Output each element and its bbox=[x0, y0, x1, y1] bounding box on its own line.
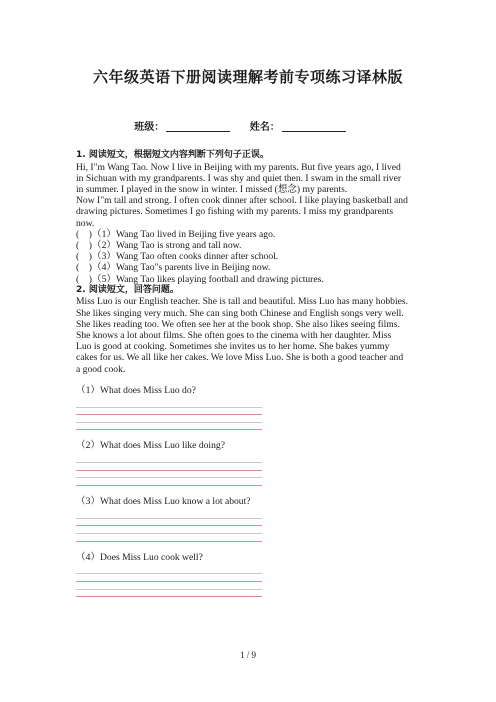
answer-line[interactable] bbox=[76, 400, 262, 408]
question-block bbox=[76, 385, 426, 431]
name-blank[interactable] bbox=[282, 121, 346, 132]
question-block bbox=[76, 496, 426, 542]
question-label: （1）What does Miss Luo do? bbox=[76, 384, 196, 396]
passage-line: Miss Luo is our English teacher. She is tall and beautiful. Miss Luo has many hobbies. bbox=[76, 296, 409, 308]
true-false-item[interactable]: ( )（2）Wang Tao is strong and tall now. bbox=[76, 240, 242, 252]
section2-heading: 2. 阅读短文，回答问题。 bbox=[76, 284, 179, 295]
question-label: （2）What does Miss Luo like doing? bbox=[76, 440, 225, 452]
class-label: 班级： bbox=[134, 122, 165, 133]
answer-line[interactable] bbox=[76, 534, 262, 542]
answer-line[interactable] bbox=[76, 567, 262, 575]
exercise-content bbox=[76, 150, 426, 597]
answer-line[interactable] bbox=[76, 471, 262, 479]
class-blank[interactable] bbox=[166, 121, 230, 132]
student-info-row bbox=[0, 118, 496, 133]
page-number: 1 / 9 bbox=[239, 650, 256, 660]
passage-line: Hi, I"m Wang Tao. Now I live in Beijing with my parents. But five years ago, I lived bbox=[76, 161, 401, 173]
question-label: （3）What does Miss Luo know a lot about? bbox=[76, 496, 251, 507]
answer-line[interactable] bbox=[76, 456, 262, 464]
answer-line[interactable] bbox=[76, 582, 262, 590]
answer-line[interactable] bbox=[76, 415, 262, 423]
page-title: 六年级英语下册阅读理解考前专项练习译林版 bbox=[92, 68, 403, 86]
answer-line[interactable] bbox=[76, 408, 262, 416]
passage-line: Luo is good at cooking. Sometimes she invites us to her home. She bakes yummy bbox=[76, 341, 390, 353]
answer-line[interactable] bbox=[76, 526, 262, 534]
section1-passage bbox=[76, 162, 426, 229]
passage-line: cakes for us. We all like her cakes. We love Miss Luo. She is both a good teacher and bbox=[76, 352, 404, 364]
passage-line: now. bbox=[76, 217, 95, 229]
question-label: （4）Does Miss Luo cook well? bbox=[76, 551, 203, 563]
passage-line: She knows a lot about films. She often goes to the cinema with her daughter. Miss bbox=[76, 330, 392, 342]
passage-line: in Sichuan with my grandparents. I was shy and quiet then. I swam in the small river bbox=[76, 172, 402, 184]
true-false-item[interactable]: ( )（5）Wang Tao likes playing football and drawing pictures. bbox=[76, 273, 324, 285]
question-block bbox=[76, 440, 426, 486]
answer-line[interactable] bbox=[76, 423, 262, 431]
name-label: 姓名： bbox=[249, 122, 280, 133]
passage-line: Now I"m tall and strong. I often cook dinner after school. I like playing basketball and bbox=[76, 195, 408, 207]
passage-line: She likes reading too. We often see her at the book shop. She also likes seeing films. bbox=[76, 318, 400, 330]
passage-line: She likes singing very much. She can sing both Chinese and English songs very well. bbox=[76, 307, 404, 319]
true-false-item[interactable]: ( )（4）Wang Tao"s parents live in Beijing now. bbox=[76, 262, 271, 274]
passage-line: a good cook. bbox=[76, 363, 126, 375]
passage-line: drawing pictures. Sometimes I go fishing with my parents. I miss my grandparents bbox=[76, 206, 394, 218]
answer-line[interactable] bbox=[76, 574, 262, 582]
passage-line: in summer. I played in the snow in winter. I missed (想念) my parents. bbox=[76, 184, 348, 195]
answer-line[interactable] bbox=[76, 478, 262, 486]
answer-line[interactable] bbox=[76, 511, 262, 519]
answer-line[interactable] bbox=[76, 463, 262, 471]
section1-items bbox=[76, 229, 426, 285]
true-false-item[interactable]: ( )（1）Wang Tao lived in Beijing five years ago. bbox=[76, 228, 276, 240]
section1-heading: 1. 阅读短文，根据短文内容判断下列句子正误。 bbox=[76, 150, 269, 160]
answer-line[interactable] bbox=[76, 519, 262, 527]
question-block bbox=[76, 552, 426, 598]
section2-passage bbox=[76, 296, 426, 374]
answer-line[interactable] bbox=[76, 590, 262, 598]
true-false-item[interactable]: ( )（3）Wang Tao often cooks dinner after school. bbox=[76, 251, 279, 263]
